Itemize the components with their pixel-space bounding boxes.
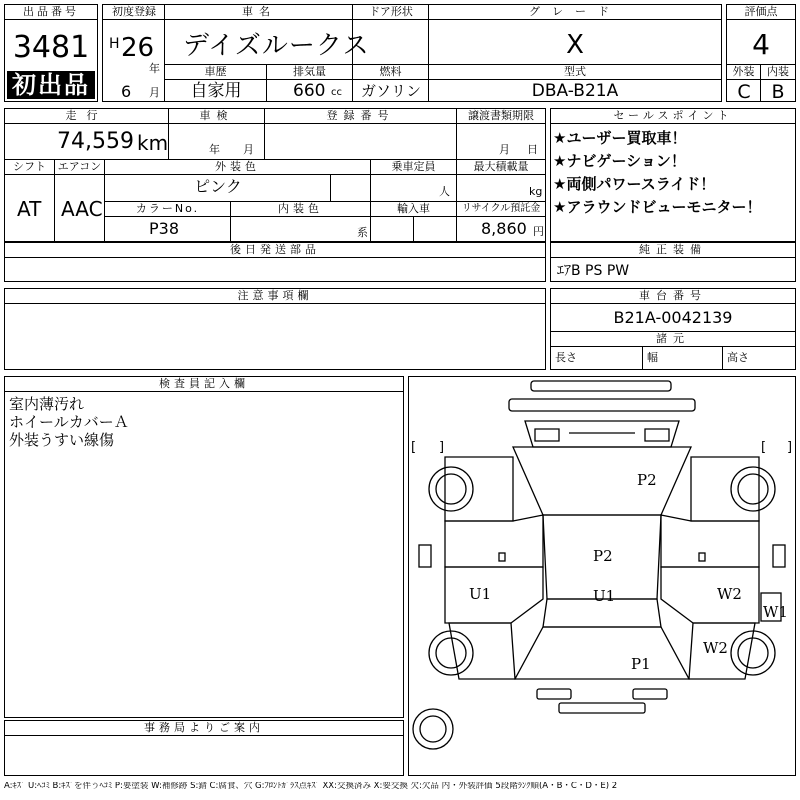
interior-label: 内装 bbox=[761, 65, 795, 80]
recycle-unit: 円 bbox=[533, 225, 544, 238]
color-label: 外装色 bbox=[105, 160, 371, 175]
equipment-label: 純正装備 bbox=[551, 243, 795, 258]
score-box bbox=[726, 4, 796, 102]
inspector-label: 検査員記入欄 bbox=[5, 377, 403, 392]
intcolor-label: 内装色 bbox=[231, 202, 371, 217]
displacement: 660 bbox=[293, 81, 326, 101]
chassis-box bbox=[550, 288, 796, 370]
capacity-unit: 人 bbox=[439, 185, 450, 198]
transfer-day: 日 bbox=[527, 143, 538, 156]
legend-footer: A:ｷｽﾞ U:ﾍｺﾐ B:ｷｽﾞを伴うﾍｺﾐ P:要塗装 W:補修跡 S:錆 C:腐食、穴 G:ﾌﾛﾝﾄｶﾞﾗｽ点ｷｽﾞ XX:交換済み X:要交換 欠:欠品 内・外装評価 5段階ﾗﾝｸ順(A・B・C・D・E) 2 bbox=[4, 782, 618, 791]
transfer-label: 譲渡書類期限 bbox=[457, 109, 545, 124]
height-label: 高さ bbox=[727, 351, 749, 364]
damage-mark-hood: P2 bbox=[637, 471, 657, 489]
damage-mark-right: W2 bbox=[717, 585, 742, 603]
length-label: 長さ bbox=[555, 351, 577, 364]
shift: AT bbox=[17, 197, 42, 221]
score-label: 評価点 bbox=[727, 5, 795, 20]
shift-label: シフト bbox=[5, 160, 55, 175]
sales-point: ★アラウンドビューモニター！ bbox=[553, 198, 762, 216]
colorno-label: カラーNo. bbox=[105, 202, 231, 217]
reg-year: 26 bbox=[121, 33, 155, 63]
interior-grade: B bbox=[771, 81, 785, 103]
score: 4 bbox=[752, 28, 770, 61]
spec-table bbox=[4, 108, 546, 242]
first-reg-label: 初度登録 bbox=[103, 5, 165, 20]
mileage-unit: km bbox=[137, 131, 169, 155]
bracket-right-close: ] bbox=[787, 440, 793, 455]
history-label: 車歴 bbox=[165, 65, 267, 80]
damage-mark-rear-right: W2 bbox=[703, 639, 728, 657]
load-unit: kg bbox=[529, 185, 543, 198]
model: DBA-B21A bbox=[531, 81, 619, 101]
era: H bbox=[109, 36, 120, 52]
inspection-month: 月 bbox=[243, 143, 254, 156]
regno-label: 登録番号 bbox=[265, 109, 457, 124]
inspector-notes-box bbox=[4, 376, 404, 718]
damage-diagram bbox=[408, 376, 796, 776]
load-label: 最大積載量 bbox=[457, 160, 545, 175]
notes-box bbox=[4, 288, 546, 370]
later-parts-label: 後日発送部品 bbox=[5, 243, 545, 258]
ac: AAC bbox=[61, 197, 103, 221]
exterior-grade: C bbox=[737, 81, 751, 103]
ac-label: エアコン bbox=[55, 160, 105, 175]
mileage: 74,559 bbox=[57, 129, 134, 154]
mileage-label: 走行 bbox=[5, 109, 169, 124]
sales-point: ★両側パワースライド！ bbox=[553, 175, 716, 193]
sales-point: ★ナビゲーション！ bbox=[553, 152, 686, 170]
car-name-label: 車名 bbox=[165, 5, 353, 20]
inspection-year: 年 bbox=[209, 143, 220, 156]
bracket-left-close: ] bbox=[439, 440, 445, 455]
damage-mark-left: U1 bbox=[469, 585, 492, 603]
first-listing-badge: 初出品 bbox=[7, 71, 95, 99]
damage-mark-center: U1 bbox=[593, 587, 616, 605]
inspection-label: 車検 bbox=[169, 109, 265, 124]
office-box bbox=[4, 720, 404, 776]
exterior-color: ピンク bbox=[194, 177, 242, 196]
chassis-number: B21A-0042139 bbox=[613, 308, 733, 327]
grade: X bbox=[566, 30, 584, 60]
notes-label: 注意事項欄 bbox=[5, 289, 545, 304]
inspector-note: ホイールカバーＡ bbox=[9, 413, 129, 431]
lot-number: 3481 bbox=[12, 30, 90, 65]
sales-points-box bbox=[550, 108, 796, 242]
equipment-box bbox=[550, 242, 796, 282]
recycle-fee: 8,860 bbox=[481, 219, 527, 238]
recycle-label: リサイクル預託金 bbox=[457, 202, 545, 217]
inspector-note: 室内薄汚れ bbox=[9, 395, 85, 413]
sales-points-label: セールスポイント bbox=[551, 109, 795, 124]
equipment-value: ｴｱB PS PW bbox=[557, 263, 630, 279]
capacity-label: 乗車定員 bbox=[371, 160, 457, 175]
dims-label: 諸元 bbox=[551, 332, 795, 347]
displacement-unit: cc bbox=[331, 87, 342, 98]
year-unit: 年 bbox=[149, 62, 160, 75]
office-label: 事務局よりご案内 bbox=[5, 721, 403, 736]
intcolor-unit: 系 bbox=[357, 226, 368, 239]
damage-mark-rear: P1 bbox=[631, 655, 651, 673]
sales-point: ★ユーザー買取車！ bbox=[553, 129, 687, 147]
lot-number-label: 出品番号 bbox=[5, 5, 97, 20]
vehicle-header-table bbox=[102, 4, 722, 102]
damage-mark-roof: P2 bbox=[593, 547, 613, 565]
month-unit: 月 bbox=[149, 86, 160, 99]
width-label: 幅 bbox=[647, 351, 658, 364]
later-parts-box bbox=[4, 242, 546, 282]
fuel-label: 燃料 bbox=[353, 65, 429, 80]
import-label: 輸入車 bbox=[371, 202, 457, 217]
door-label: ドア形状 bbox=[353, 5, 429, 20]
lot-number-box bbox=[4, 4, 98, 102]
transfer-month: 月 bbox=[499, 143, 510, 156]
fuel: ガソリン bbox=[360, 82, 421, 100]
colorno: P38 bbox=[149, 219, 180, 238]
chassis-label: 車台番号 bbox=[551, 289, 795, 304]
exterior-label: 外装 bbox=[727, 65, 761, 80]
car-name: デイズルークス bbox=[183, 31, 370, 61]
grade-label: グレード bbox=[429, 5, 721, 20]
bracket-left-open: [ bbox=[411, 440, 417, 455]
car-outline-svg bbox=[409, 377, 795, 775]
damage-mark-mirror: W1 bbox=[763, 603, 788, 621]
bracket-right-open: [ bbox=[761, 440, 767, 455]
reg-month: 6 bbox=[121, 82, 132, 101]
displacement-label: 排気量 bbox=[267, 65, 353, 80]
inspector-note: 外装うすい線傷 bbox=[9, 431, 115, 449]
model-label: 型式 bbox=[429, 65, 721, 80]
history: 自家用 bbox=[190, 81, 242, 101]
